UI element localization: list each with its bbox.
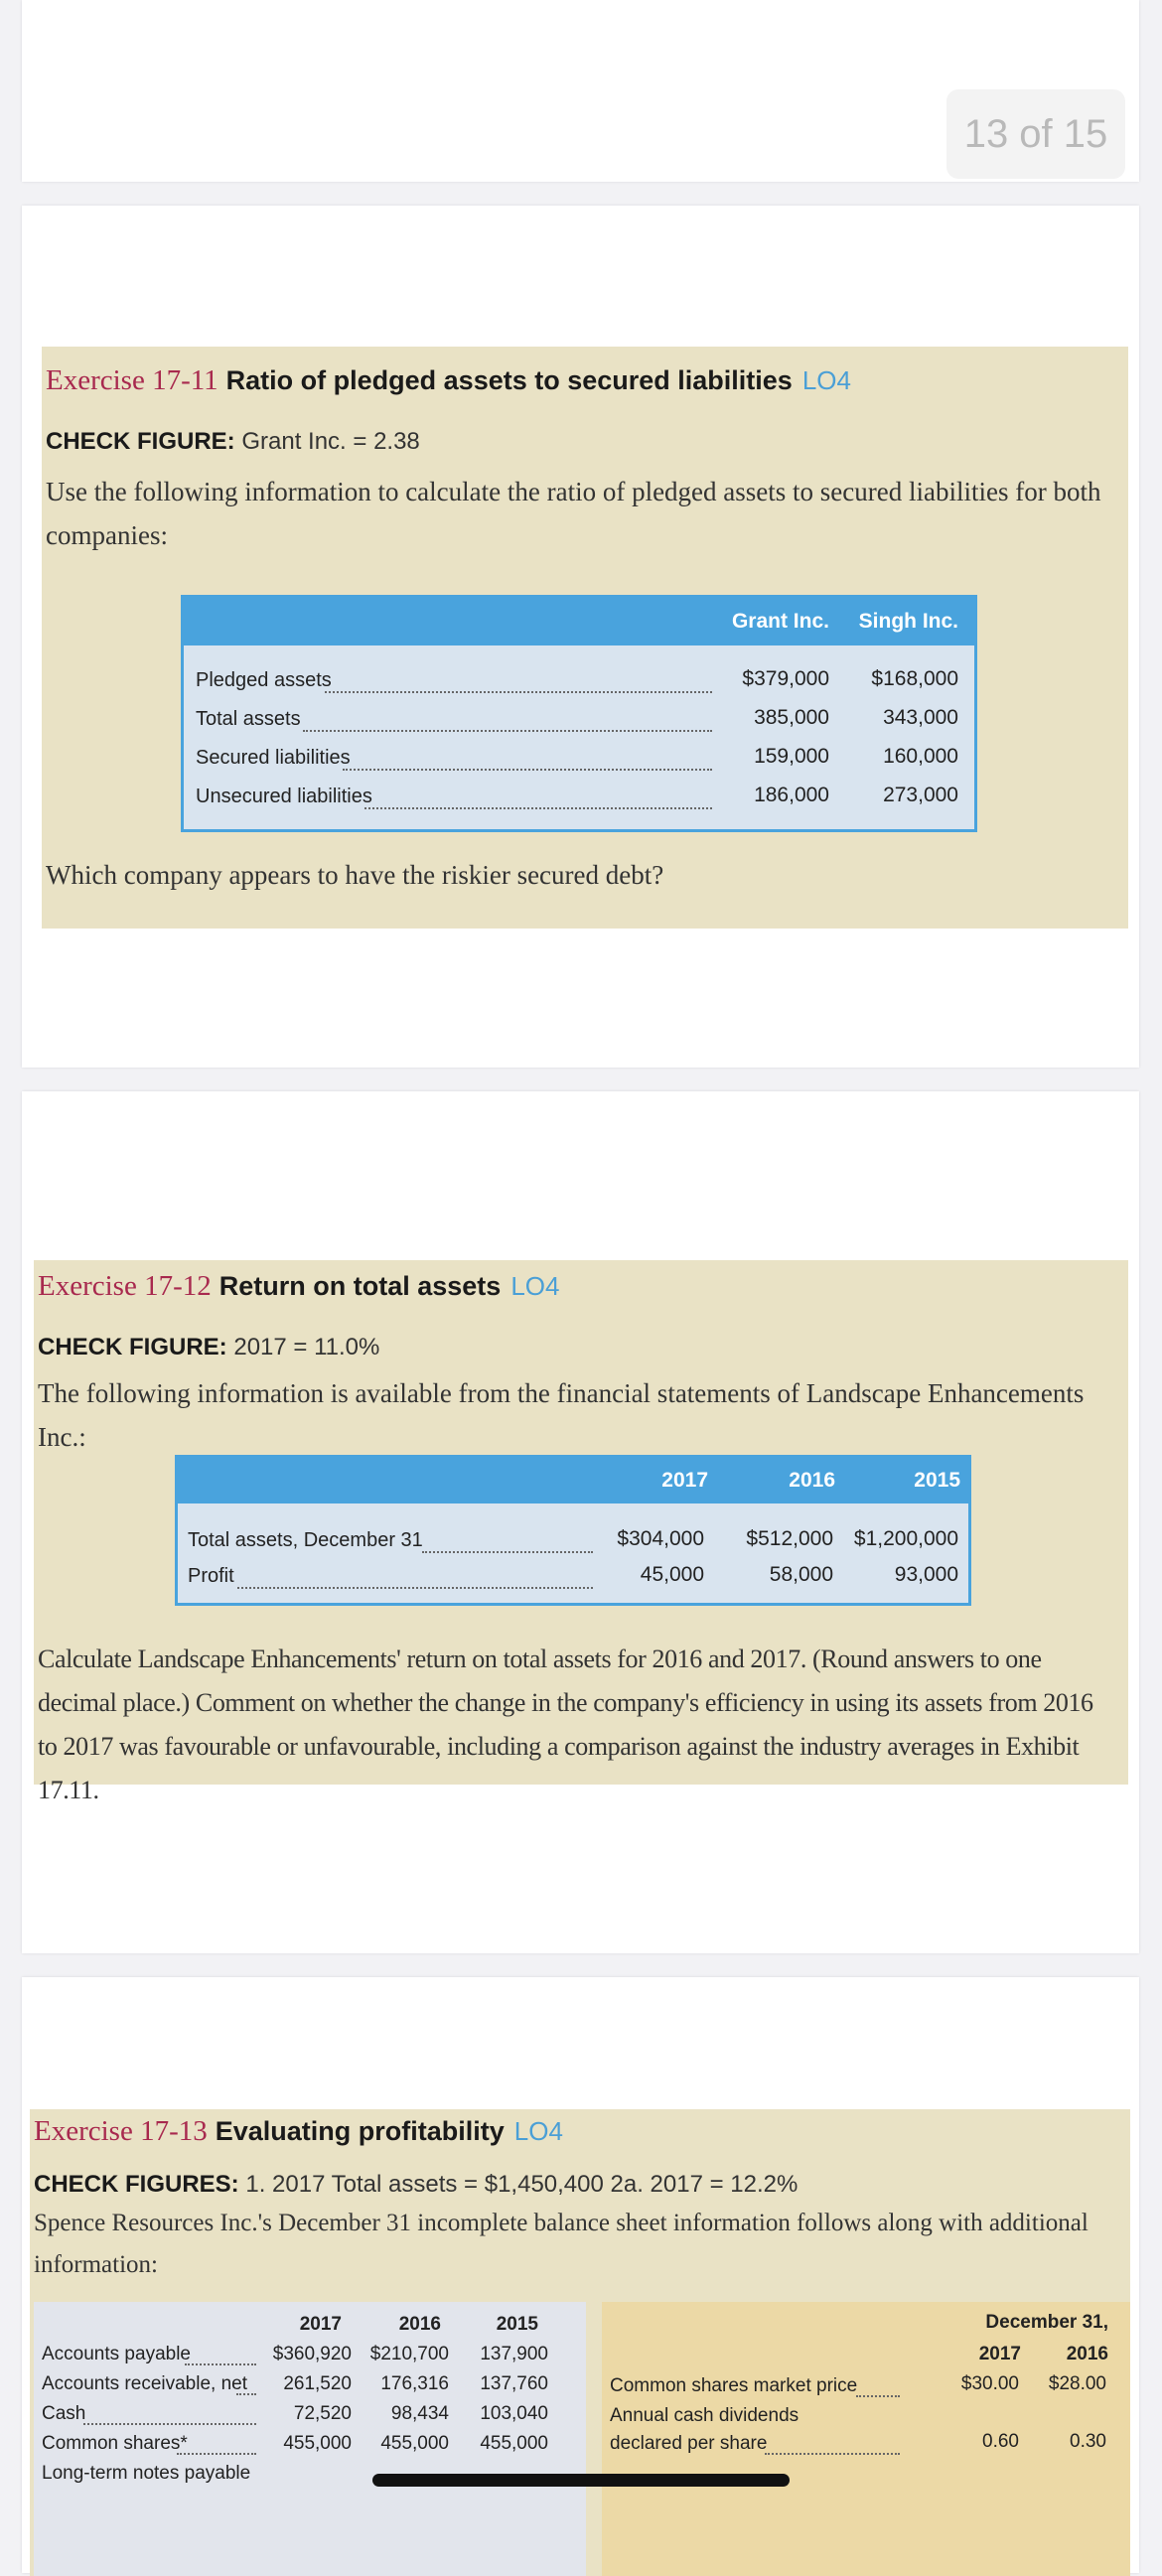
row-label: Common shares market price [610, 2375, 858, 2396]
learning-objective: LO4 [801, 365, 851, 395]
leader-dots [343, 769, 712, 771]
exercise-intro: The following information is available from the financial statements of Landscape Enhancements Inc.: [38, 1378, 1085, 1452]
row-label: Cash [42, 2403, 86, 2424]
learning-objective: LO4 [510, 1271, 560, 1301]
exercise-question: Calculate Landscape Enhancements' return on total assets for 2016 and 2017. (Round answers to one decimal place.) Comment on whether the change in the company's efficiency in using its assets from 2016 to 2017 was favourable or unfavourable, including a comparison against the industry averages in Exhibit 17.11. [38, 1645, 1093, 1804]
cell-value: 186,000 [754, 784, 829, 806]
cell-value: 137,760 [480, 2373, 548, 2394]
check-figure-value: Grant Inc. = 2.38 [241, 428, 420, 455]
cell-value: 160,000 [883, 745, 958, 768]
learning-objective: LO4 [513, 2116, 563, 2146]
column-header: 2016 [1066, 2344, 1108, 2364]
row-label: Profit [188, 1565, 234, 1587]
cell-value: 45,000 [640, 1563, 704, 1586]
leader-dots [185, 2363, 256, 2365]
row-label: Accounts payable [42, 2344, 191, 2364]
exercise-question: Which company appears to have the riskier secured debt? [46, 860, 664, 890]
cell-value: 72,520 [293, 2403, 352, 2424]
additional-info-table [602, 2302, 1130, 2576]
leader-dots [237, 1587, 593, 1589]
column-header: 2017 [299, 2314, 342, 2335]
cell-value: 98,434 [390, 2403, 449, 2424]
page-13 [22, 206, 1139, 1068]
cell-value: 343,000 [883, 706, 958, 729]
row-label: Secured liabilities [196, 747, 351, 769]
exercise-intro: Use the following information to calculate the ratio of pledged assets to secured liabilities for both companies: [46, 477, 1101, 550]
column-header: 2016 [398, 2314, 441, 2335]
row-label: Total assets [196, 708, 301, 730]
page-counter: 13 of 15 [946, 89, 1125, 179]
cell-value: 0.60 [982, 2431, 1019, 2452]
check-figure [34, 2171, 798, 2199]
cell-value: 0.30 [1070, 2431, 1106, 2452]
exercise-number: Exercise 17-13 [34, 2115, 208, 2147]
row-label: Pledged assets [196, 669, 332, 691]
column-header: 2017 [661, 1469, 708, 1492]
page-12 [22, 0, 1139, 182]
exercise-title [38, 1270, 559, 1303]
cell-value: $28.00 [1048, 2373, 1106, 2394]
column-header: Singh Inc. [858, 610, 958, 633]
column-header: Grant Inc. [731, 610, 829, 633]
exercise-17-12-panel [34, 1260, 1128, 1804]
cell-value: 385,000 [754, 706, 829, 729]
leader-dots [765, 2453, 900, 2455]
exercise-title [46, 364, 851, 397]
check-figure-label: CHECK FIGURE: [46, 428, 235, 455]
check-figure [38, 1334, 379, 1361]
cell-value: 273,000 [883, 784, 958, 806]
row-label: declared per share [610, 2433, 768, 2454]
check-figure-label: CHECK FIGURE: [38, 1334, 227, 1360]
cell-value: $210,700 [369, 2344, 449, 2364]
check-figure [46, 428, 420, 456]
exercise-17-13-panel [30, 2109, 1130, 2576]
cell-value: $1,200,000 [853, 1527, 958, 1550]
cell-value: 176,316 [380, 2373, 449, 2394]
cell-value: 159,000 [754, 745, 829, 768]
cell-value: $360,920 [272, 2344, 352, 2364]
cell-value: 455,000 [480, 2433, 548, 2454]
home-indicator[interactable] [372, 2474, 790, 2487]
check-figure-label: CHECK FIGURES: [34, 2171, 239, 2198]
page-14 [22, 1091, 1139, 1953]
cell-value: $304,000 [617, 1527, 704, 1550]
leader-dots [422, 1551, 593, 1553]
cell-value: $512,000 [746, 1527, 833, 1550]
exercise-intro: Spence Resources Inc.'s December 31 incomplete balance sheet information follows along with additional information: [34, 2210, 1089, 2278]
table-header [184, 598, 974, 645]
leader-dots [325, 691, 712, 693]
column-header: 2016 [789, 1469, 835, 1492]
table-header [178, 1458, 968, 1503]
data-table [175, 1455, 971, 1606]
cell-value: $379,000 [742, 667, 829, 690]
column-group-header: December 31, [985, 2312, 1108, 2333]
cell-value: 58,000 [769, 1563, 833, 1586]
leader-dots [303, 730, 712, 732]
cell-value: 455,000 [283, 2433, 352, 2454]
leader-dots [177, 2453, 256, 2455]
row-label: Common shares* [42, 2433, 188, 2454]
column-header: 2015 [496, 2314, 538, 2335]
check-figure-value: 2017 = 11.0% [233, 1334, 380, 1360]
cell-value: 261,520 [283, 2373, 352, 2394]
column-header: 2015 [914, 1469, 960, 1492]
exercise-number: Exercise 17-11 [46, 364, 218, 396]
leader-dots [83, 2423, 256, 2425]
column-header: 2017 [978, 2344, 1021, 2364]
row-label: Long-term notes payable [42, 2463, 251, 2484]
leader-dots [856, 2395, 900, 2397]
data-table [181, 595, 977, 832]
row-label: Unsecured liabilities [196, 786, 372, 807]
row-label: Accounts receivable, net [42, 2373, 248, 2394]
exercise-name: Return on total assets [218, 1271, 502, 1301]
row-label: Total assets, December 31 [188, 1529, 423, 1551]
exercise-title [34, 2115, 563, 2148]
row-label: Annual cash dividends [610, 2405, 799, 2426]
cell-value: 103,040 [480, 2403, 548, 2424]
cell-value: 137,900 [480, 2344, 548, 2364]
exercise-name: Ratio of pledged assets to secured liabilities [225, 365, 793, 395]
cell-value: 93,000 [894, 1563, 958, 1586]
cell-value: $30.00 [960, 2373, 1019, 2394]
exercise-17-11-panel [42, 347, 1128, 929]
exercise-name: Evaluating profitability [215, 2116, 505, 2146]
leader-dots [364, 807, 712, 809]
cell-value: $168,000 [871, 667, 958, 690]
balance-sheet-table [34, 2302, 586, 2576]
exercise-number: Exercise 17-12 [38, 1270, 212, 1302]
cell-value: 455,000 [380, 2433, 449, 2454]
check-figure-value: 1. 2017 Total assets = $1,450,400 2a. 2017 = 12.2% [245, 2171, 799, 2198]
